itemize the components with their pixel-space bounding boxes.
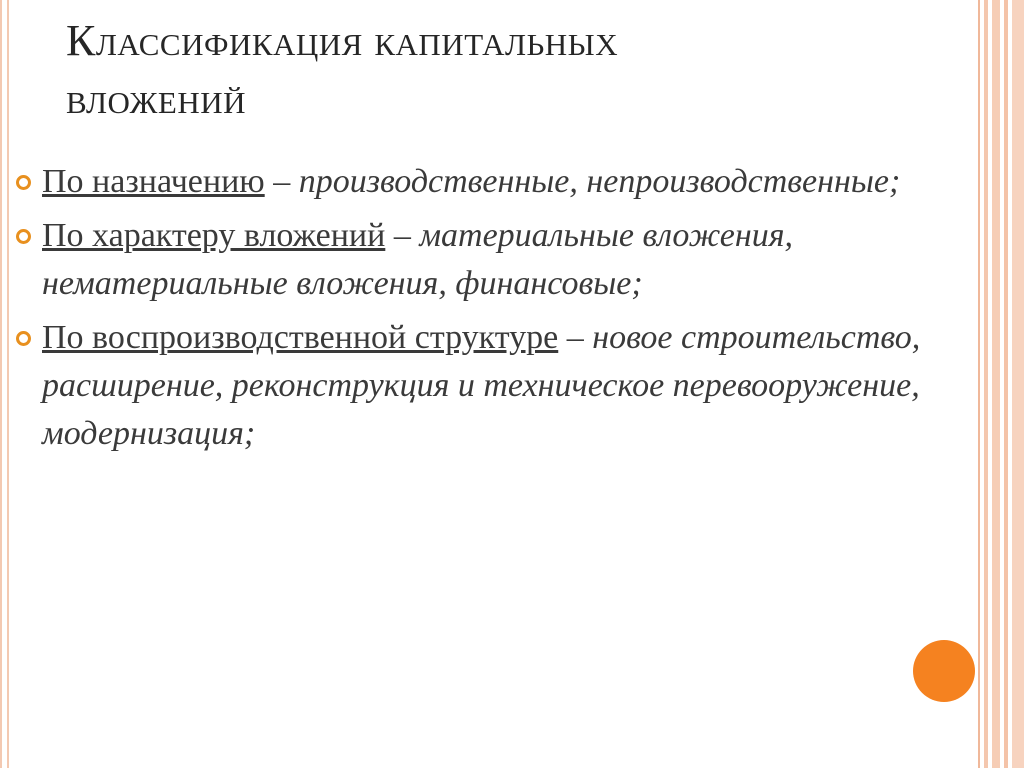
- right-border-stripe: [978, 0, 980, 768]
- item-description: новое строительство, расширение, реконструкция и техническое перевооружение, модернизация;: [42, 319, 921, 452]
- ring-bullet-icon: [16, 331, 31, 346]
- ring-bullet-icon: [16, 175, 31, 190]
- bullet-list: [14, 158, 964, 464]
- left-border-line: [0, 0, 2, 768]
- slide-title: [66, 12, 946, 128]
- list-item: [14, 158, 964, 206]
- item-term: По назначению: [42, 163, 265, 200]
- item-dash: –: [385, 217, 420, 254]
- item-dash: –: [264, 163, 299, 200]
- item-term: По воспроизводственной структуре: [42, 319, 559, 356]
- title-line-2: вложений: [66, 74, 247, 123]
- item-term: По характеру вложений: [42, 217, 386, 254]
- ring-bullet-icon: [16, 229, 31, 244]
- right-border-stripe: [1012, 0, 1024, 768]
- title-line-1: Классификация капитальных: [66, 16, 619, 65]
- list-item: [14, 314, 964, 458]
- item-description: материальные вложения, нематериальные вложения, финансовые;: [42, 217, 794, 302]
- right-border-stripe: [992, 0, 1000, 768]
- left-border-line: [7, 0, 9, 768]
- item-description: производственные, непроизводственные;: [298, 163, 901, 200]
- orange-circle-icon: [913, 640, 975, 702]
- item-dash: –: [558, 319, 593, 356]
- list-item: [14, 212, 964, 308]
- right-border-stripe: [984, 0, 988, 768]
- right-border-stripe: [1004, 0, 1008, 768]
